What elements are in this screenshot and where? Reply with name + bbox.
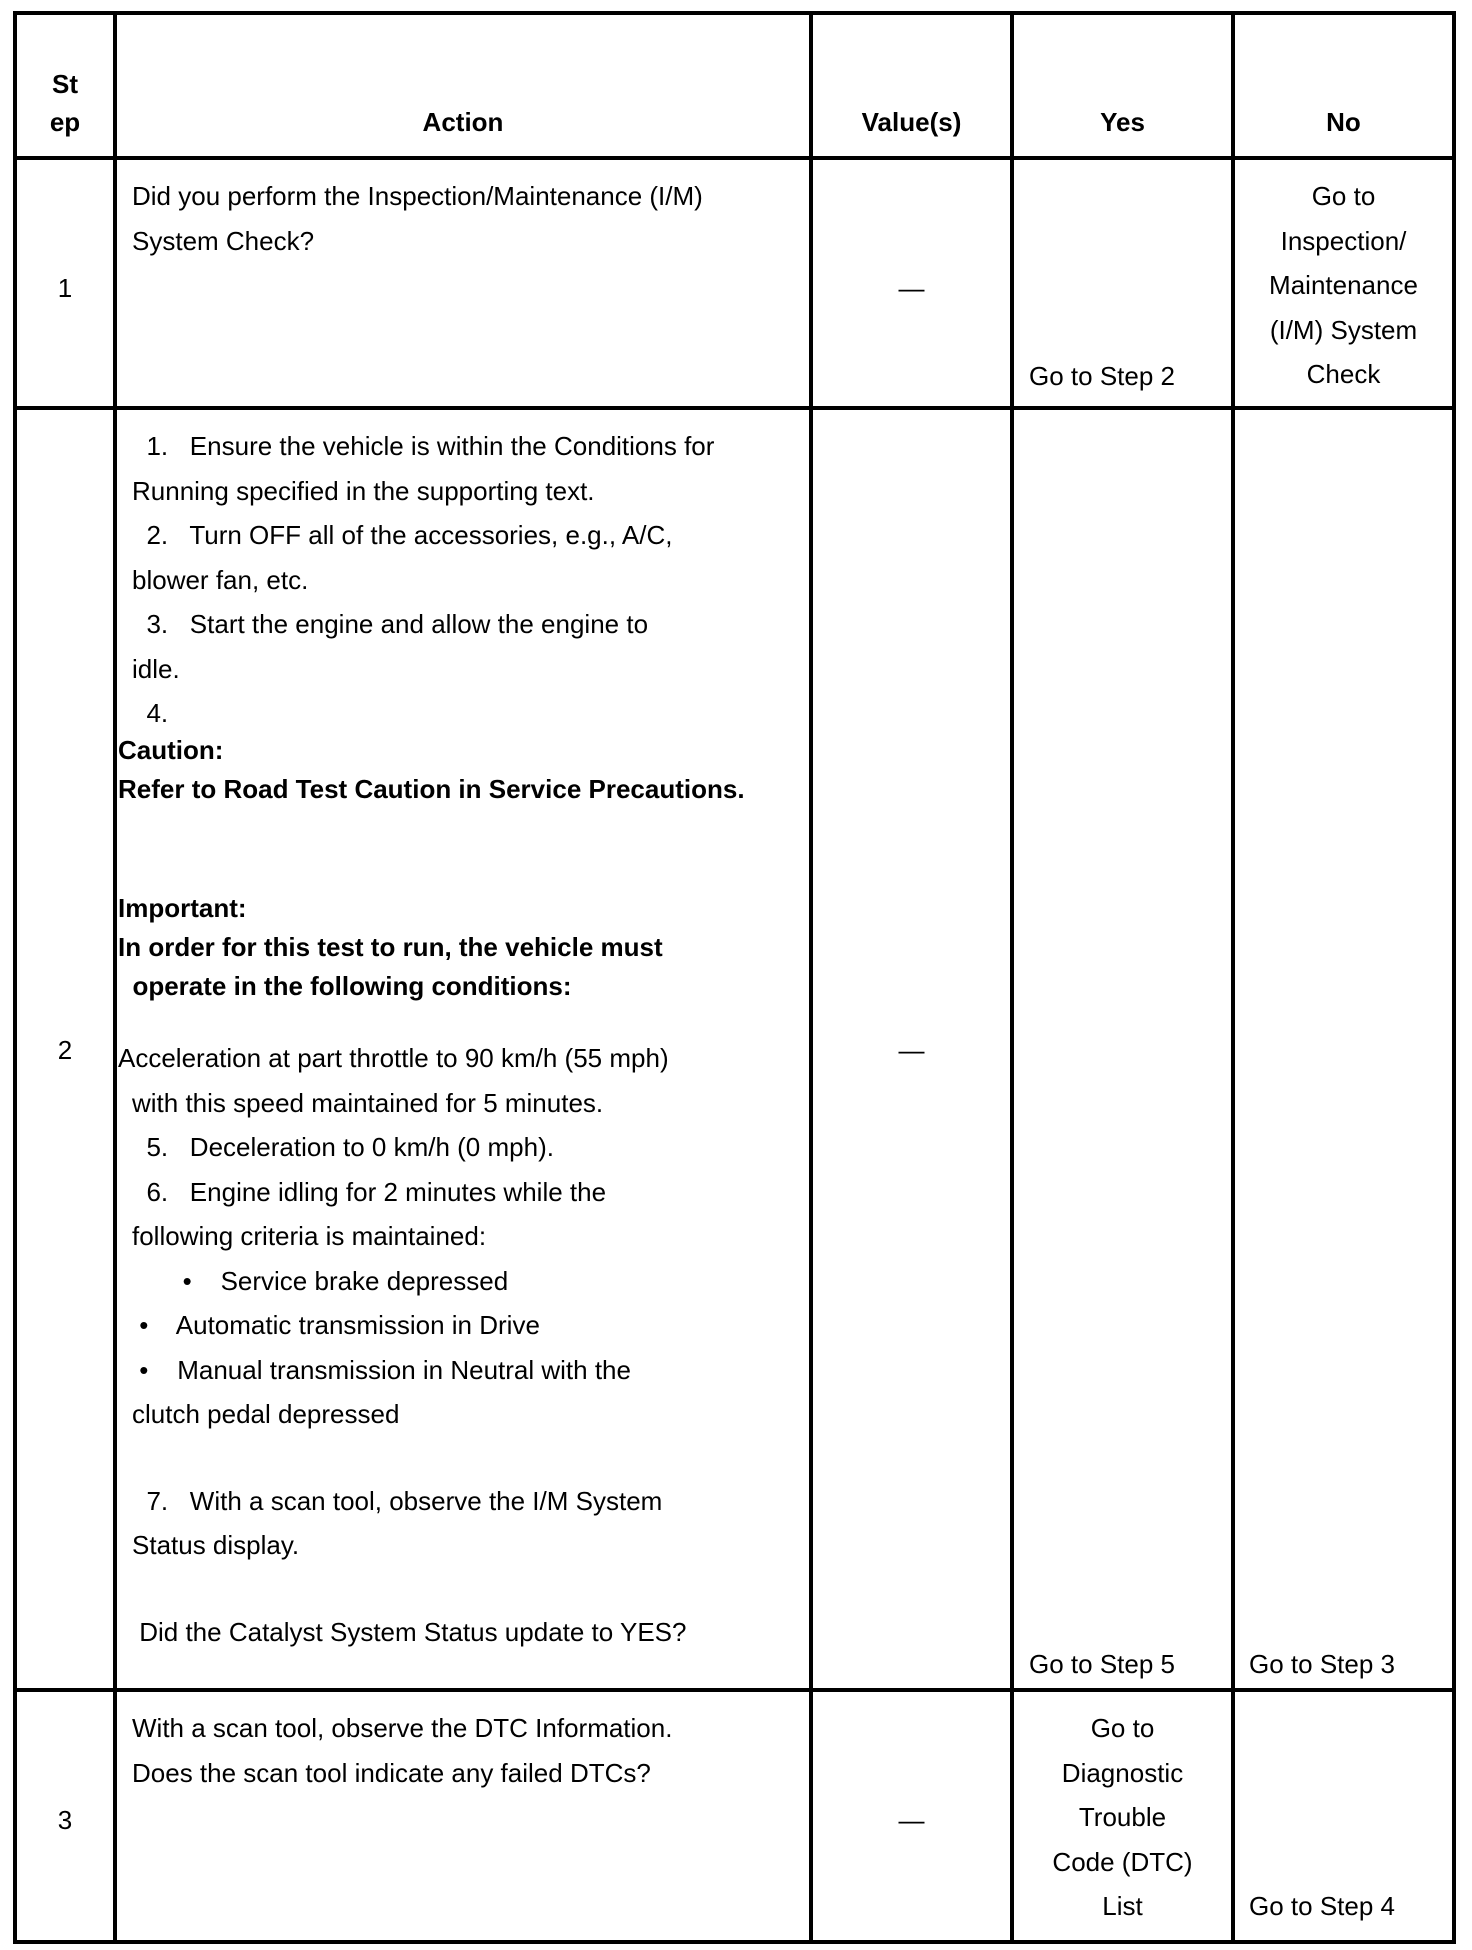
action-question: Did the Catalyst System Status update to YES?: [132, 1616, 687, 1647]
action-line: Does the scan tool indicate any failed DTCs?: [132, 1757, 651, 1788]
table-border-right: [1452, 11, 1456, 1944]
important-text: In order for this test to run, the vehicle must: [118, 932, 663, 962]
action-line: blower fan, etc.: [132, 564, 309, 595]
caution-text: Refer to Road Test Caution in Service Precautions.: [118, 774, 745, 804]
action-line: idle.: [132, 653, 180, 684]
action-line: 1. Ensure the vehicle is within the Conditions for: [132, 431, 715, 461]
action-line: clutch pedal depressed: [132, 1399, 400, 1429]
yes-cell: Go to Step 5: [1029, 1649, 1175, 1679]
important-text: operate in the following conditions:: [118, 971, 572, 1001]
action-line: Status display.: [132, 1530, 300, 1560]
table-border-bottom: [13, 1940, 1456, 1944]
action-line: following criteria is maintained:: [132, 1221, 487, 1251]
important-label: Important:: [118, 893, 247, 923]
header-action: Action: [422, 107, 504, 137]
no-line: Go to: [1311, 181, 1376, 211]
row-divider: [13, 406, 1456, 410]
action-text: [118, 424, 808, 1654]
no-line: Inspection/: [1280, 225, 1407, 256]
step-number: 1: [57, 273, 73, 303]
no-line: Check: [1306, 359, 1381, 389]
yes-line: Trouble: [1078, 1802, 1167, 1832]
action-text: [132, 1706, 672, 1795]
value-cell: —: [898, 1805, 925, 1835]
action-line: 5. Deceleration to 0 km/h (0 mph).: [132, 1132, 554, 1162]
no-line: Maintenance: [1269, 270, 1418, 300]
header-step: [17, 65, 113, 141]
action-line: 4.: [132, 698, 169, 728]
yes-cell: [1014, 1706, 1231, 1929]
no-cell: [1235, 174, 1452, 397]
yes-line: Code (DTC): [1052, 1846, 1193, 1877]
header-yes: Yes: [1100, 107, 1145, 137]
column-divider: [1010, 11, 1014, 1944]
bullet-item: • Service brake depressed: [132, 1265, 509, 1296]
column-divider: [113, 11, 117, 1944]
header-no: No: [1326, 107, 1361, 137]
bullet-item: • Automatic transmission in Drive: [132, 1310, 540, 1340]
action-line: Running specified in the supporting text.: [132, 475, 595, 506]
step-number: 2: [57, 1035, 73, 1065]
action-text: [132, 174, 703, 263]
row-divider: [13, 156, 1456, 160]
value-cell: —: [898, 1035, 925, 1065]
table-border-top: [13, 11, 1456, 15]
action-line: 3. Start the engine and allow the engine to: [132, 609, 649, 639]
header-values: Value(s): [861, 107, 962, 137]
action-line: Did you perform the Inspection/Maintenance (I/M): [132, 181, 703, 211]
header-step-line2: ep: [49, 107, 81, 137]
diagnostic-table: [13, 11, 1456, 1944]
yes-cell: Go to Step 2: [1029, 361, 1175, 391]
row-divider: [13, 1688, 1456, 1692]
header-step-line1: St: [52, 69, 78, 99]
no-cell: Go to Step 4: [1249, 1891, 1395, 1921]
value-cell: —: [898, 273, 925, 303]
action-line: 6. Engine idling for 2 minutes while the: [132, 1176, 607, 1207]
action-line: System Check?: [132, 225, 315, 256]
caution-label: Caution:: [118, 735, 224, 765]
yes-line: List: [1102, 1891, 1143, 1921]
no-line: (I/M) System: [1269, 314, 1418, 345]
action-line: 7. With a scan tool, observe the I/M System: [132, 1485, 663, 1516]
yes-line: Go to: [1090, 1713, 1155, 1743]
action-line: Acceleration at part throttle to 90 km/h (55 mph): [118, 1043, 669, 1073]
bullet-item: • Manual transmission in Neutral with the: [132, 1354, 631, 1385]
action-line: With a scan tool, observe the DTC Information.: [132, 1713, 673, 1743]
action-line: with this speed maintained for 5 minutes.: [132, 1087, 604, 1118]
yes-line: Diagnostic: [1061, 1757, 1184, 1788]
step-number: 3: [57, 1805, 73, 1835]
no-cell: Go to Step 3: [1249, 1649, 1395, 1679]
action-line: 2. Turn OFF all of the accessories, e.g., A/C,: [132, 520, 673, 550]
